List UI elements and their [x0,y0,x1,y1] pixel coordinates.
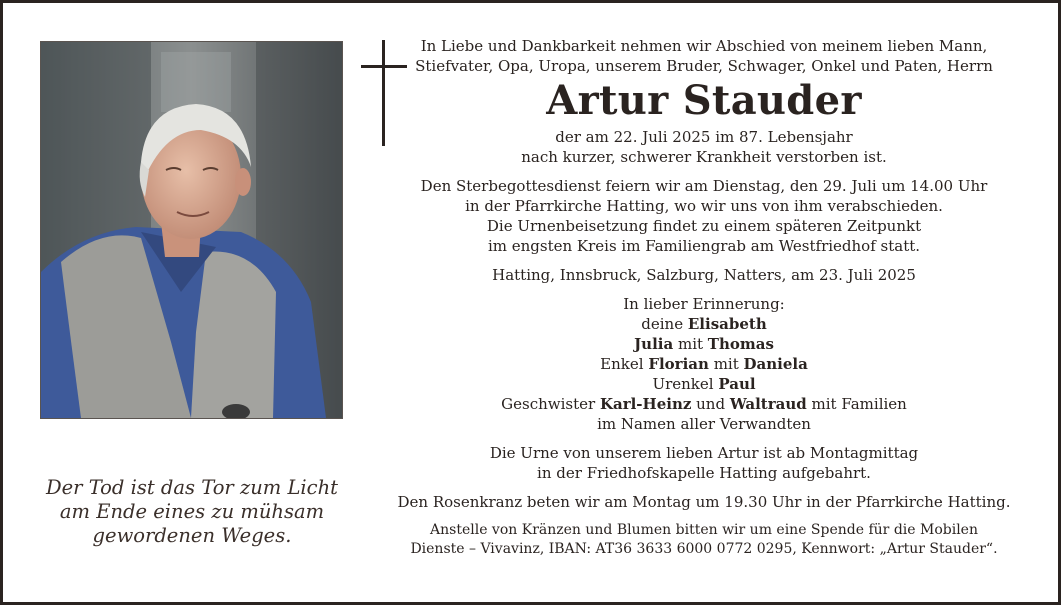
mourner-row: Julia mit Thomas [634,335,774,353]
mourner-row: Geschwister Karl-Heinz und Waltraud mit Familien [501,395,907,413]
donation-line: Anstelle von Kränzen und Blumen bitten wir um eine Spende für die Mobilen [430,522,978,538]
intro-line: In Liebe und Dankbarkeit nehmen wir Abschied von meinem lieben Mann, [420,37,988,55]
deceased-name: Artur Stauder [546,77,862,124]
urn-line: in der Friedhofskapelle Hatting aufgebahrt. [537,464,871,482]
quote-line: am Ende eines zu mühsam [59,500,325,523]
death-line: der am 22. Juli 2025 im 87. Lebensjahr [555,128,853,146]
mourner-row: im Namen aller Verwandten [597,415,811,433]
urn-line: Die Urne von unserem lieben Artur ist ab Montagmittag [489,444,919,462]
mourners-heading: In lieber Erinnerung: [623,295,785,313]
service-line: im engsten Kreis im Familiengrab am Westfriedhof statt. [487,237,921,255]
quote-line: gewordenen Weges. [92,524,292,547]
place-date: Hatting, Innsbruck, Salzburg, Natters, am 23. Juli 2025 [492,266,916,284]
mourner-row: Urenkel Paul [652,375,756,393]
service-line: Den Sterbegottesdienst feiern wir am Dienstag, den 29. Juli um 14.00 Uhr [420,177,988,195]
intro-line: Stiefvater, Opa, Uropa, unserem Bruder, Schwager, Onkel und Paten, Herrn [415,57,993,75]
portrait-photo [40,41,343,419]
quote-line: Der Tod ist das Tor zum Licht [46,476,338,499]
rosary-line: Den Rosenkranz beten wir am Montag um 19.30 Uhr in der Pfarrkirche Hatting. [397,493,1011,511]
death-line: nach kurzer, schwerer Krankheit verstorben ist. [521,148,887,166]
notice-text [383,36,1025,559]
memorial-quote [33,476,351,548]
service-line: Die Urnenbeisetzung findet zu einem späteren Zeitpunkt [486,217,922,235]
mourner-row: Enkel Florian mit Daniela [600,355,808,373]
mourner-row: deine Elisabeth [641,315,767,333]
donation-line: Dienste – Vivavinz, IBAN: AT36 3633 6000 0772 0295, Kennwort: „Artur Stauder“. [410,541,998,557]
service-line: in der Pfarrkirche Hatting, wo wir uns von ihm verabschieden. [465,197,943,215]
